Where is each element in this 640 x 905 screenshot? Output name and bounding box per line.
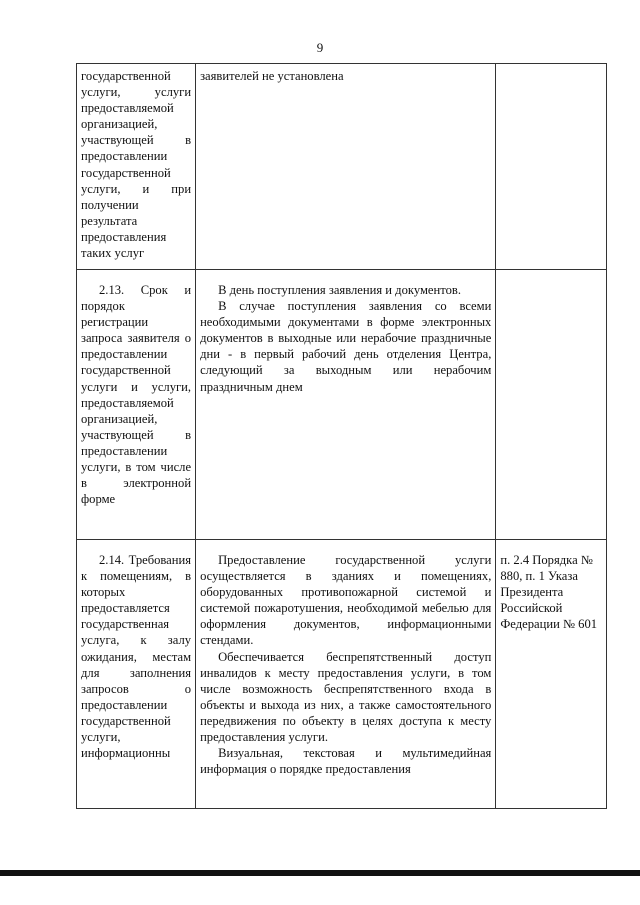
content-paragraph: В день поступления заявления и документов. xyxy=(218,283,461,297)
requirement-cell xyxy=(77,64,196,270)
requirement-text: 2.14. Требования к помещениям, в которых предоставляется государственная услуга, к залу ожидания, местам для заполнения запросов о предоставлении государственной услуги, информационны xyxy=(81,553,192,761)
content-paragraph: Обеспечивается беспрепятственный доступ инвалидов к месту предоставления услуги, в том числе возможность беспрепятственного входа в объекты и выхода из них, а также самостоятельного передвижения по объекту в целях доступа к месту предоставления услуги. xyxy=(200,649,492,745)
page-number: 9 xyxy=(316,40,324,55)
reference-text: п. 2.4 Порядка № 880, п. 1 Указа Президента Российской Федерации № 601 xyxy=(500,553,598,632)
reference-cell xyxy=(496,540,607,809)
content-cell xyxy=(196,540,496,809)
requirement-text: государственной услуги, услуги предоставляемой организацией, участвующей в предоставлении государственной услуги, и при получении результата предоставления таких услуг xyxy=(81,69,192,261)
content-paragraph: Визуальная, текстовая и мультимедийная информация о порядке предоставления xyxy=(200,746,492,777)
reference-cell xyxy=(496,270,607,540)
content-paragraph: Предоставление государственной услуги осуществляется в зданиях и помещениях, оборудованных противопожарной системой и системой пожаротушения, необходимой мебелью для оформления документов, информационными стендами. xyxy=(200,553,492,648)
table-row xyxy=(77,64,607,270)
regulation-table xyxy=(76,63,607,809)
requirement-text: 2.13. Срок и порядок регистрации запроса заявителя о предоставлении государственной услуги и услуги, предоставляемой организацией, участвующей в предоставлении услуги, в том числе в электронной форме xyxy=(81,283,192,507)
requirement-cell xyxy=(77,540,196,809)
content-cell xyxy=(196,270,496,540)
table-row xyxy=(77,540,607,809)
scan-edge-rule xyxy=(0,870,640,876)
reference-cell xyxy=(496,64,607,270)
content-paragraph: В случае поступления заявления со всеми необходимыми документами в форме электронных документов в выходные или нерабочие праздничные дни - в первый рабочий день отделения Центра, следующий за выходным или нерабочим праздничным днем xyxy=(200,299,492,394)
table-row xyxy=(77,270,607,540)
requirement-cell xyxy=(77,270,196,540)
content-paragraph: заявителей не установлена xyxy=(200,69,344,83)
content-cell xyxy=(196,64,496,270)
